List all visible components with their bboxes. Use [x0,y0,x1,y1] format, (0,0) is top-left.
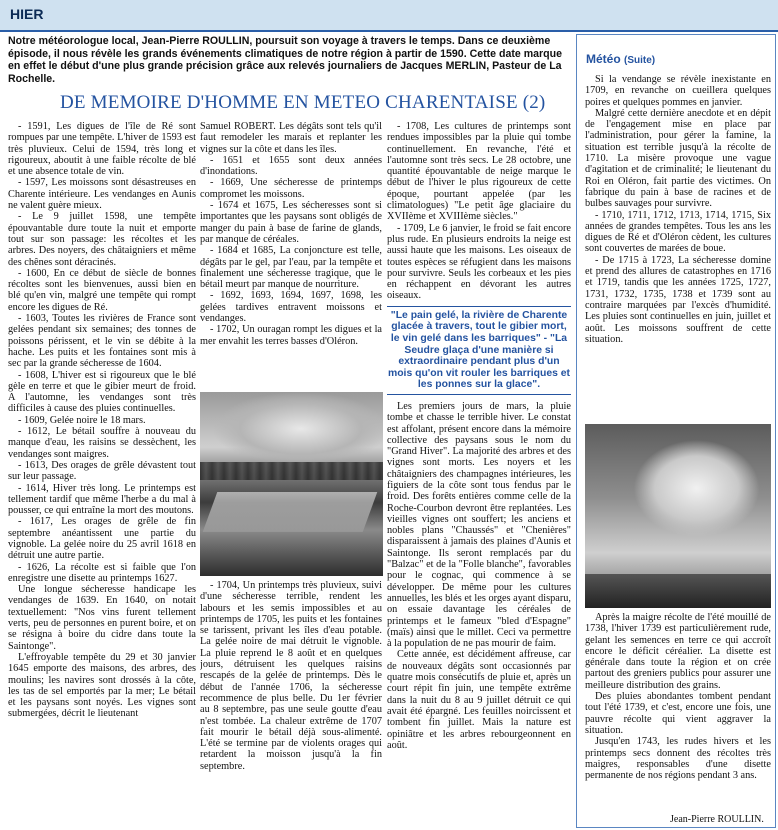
meteo-column-top [585,74,771,422]
paragraph: Les premiers jours de mars, la pluie tombe et chasse le terrible hiver. Le constat est affolant, présent encore dans la mémoire collective des paysans sous le nom du "Grand Hiver". La majorité des arbres et des vignes sont morts. Les noyers et les châtaigniers des champagnes intérieures, les figuiers de la côte sont tous fendus par le froid. Des forêts entières comme celle de la Roche-Courbon devront être replantées. Les vieilles vignes ont souffert; les anciens et nobles plans "Chaussés" et "Chenières" disparaissent à jamais des plaines d'Aunis et Saintonge. Ils seront remplacés par du "Balzac" et de la "Folle blanche", favorables pour le cognac, qui commence à se développer. De même pour les cultures annuelles, les blés et les orges ayant disparu, on essaie davantage les céréales de printemps et le fameux "bled d'Espagne" (maïs) ainsi que le millet. Ceci va permettre à la population de ne pas mourir de faim. [387,400,571,650]
paragraph: - 1612, Le bétail souffre à nouveau du manque d'eau, les raisins se dessèchent, les vendanges sont maigres. [8,426,196,460]
paragraph: - 1710, 1711, 1712, 1713, 1714, 1715, Six années de grandes tempêtes. Tous les ans les digues de Ré et d'Oléron cèdent, les cultures sont couvertes de marées de boue. [585,209,771,255]
author-signature: Jean-Pierre ROULLIN. [670,814,764,825]
paragraph: - 1600, En ce début de siècle de bonnes récoltes sont les bienvenues, aussi bien en blé qu'en vin, malgré une tempête qui rompt encore les digues de Ré. [8,267,196,313]
paragraph: - 1626, La récolte est si faible que l'on enregistre une disette au printemps 1627. [8,561,196,584]
paragraph: L'effroyable tempête du 29 et 30 janvier 1645 emporte des maisons, des arbres, des moulins; les navires sont drossés à la côte, les tas de sel emportés par la mer; Le bétail et les paysans sont noyés. Les vignes sont submergées, décrit le lieutenant [8,651,196,720]
paragraph: Jusqu'en 1743, les rudes hivers et les printemps secs donnent des récoltes très maigres, responsables d'une disette permanente de nos régions pendant 3 ans. [585,736,771,782]
article-column-2-top [200,121,382,389]
paragraph: - 1651 et 1655 sont deux années d'inondations. [200,154,382,178]
article-column-3 [387,121,571,827]
paragraph: - 1692, 1693, 1694, 1697, 1698, les gelées tardives entravent moissons et vendanges. [200,290,382,325]
meteo-title-suite: (Suite) [624,55,656,66]
article-column-2-bottom [200,580,382,826]
paragraph: Une longue sécheresse handicape les vendanges de 1639. En 1640, on notait textuellement: "Nos vins furent tellement verts, peu de personnes en purent boire, et on se résigna à boire du cidre dans toute la Saintonge". [8,584,196,652]
paragraph: - 1603, Toutes les rivières de France sont gelées pendant six semaines; des tonnes de poissons périssent, et le vin se débite à la hache. Les puits et les fontaines sont mis à sec par la grande sécheresse de 1604. [8,313,196,370]
section-header [0,0,778,32]
pull-quote: "Le pain gelé, la rivière de Charente glacée à travers, tout le gibier mort, le vin gelé dans les barriques" - "La Seudre glaça d'une manière si extraordinaire pendant plus d'un mois qu'on vit rouler les barriques et les ponnes sur la glace". [387,306,571,395]
paragraph: - 1674 et 1675, Les sécheresses sont si importantes que les paysans sont obligés de manger du pain à base de farine de glands, par manque de céréales. [200,200,382,245]
paragraph: Si la vendange se révèle inexistante en 1709, en revanche on cueillera quelques poires et quelques pommes en janvier. [585,74,771,108]
paragraph: Cette année, est décidément affreuse, car de nouveaux dégâts sont occasionnés par quatre mois consécutifs de pluie et, après un court répit fin juin, une tempête extrême dans la nuit du 8 au 9 juillet détruit ce qui avait été épargné. Les feuilles noircissent et tombent fin juillet. Mais la nature est opiniâtre et les arbres rebourgeonnent en août. [387,649,571,751]
meteo-title [586,52,655,66]
article-column-1 [8,121,196,827]
paragraph: - 1684 et 1685, La conjoncture est telle, dégâts par le gel, par l'eau, par la tempête et finalement une sécheresse tragique, que le bétail meurt par manque de nourriture. [200,245,382,291]
article-intro: Notre météorologue local, Jean-Pierre ROULLIN, poursuit son voyage à travers le temps. Dans ce deuxième épisode, il nous révèle les grands événements climatiques de notre région à partir de 1590. Cette date marque en effet le début d'une plus grande précision grâce aux relevés journaliers de Jacques MERLIN, Pasteur de La Rochelle. [8,35,563,85]
flooded-field [203,492,378,532]
paragraph: Des pluies abondantes tombent pendant tout l'été 1739, et c'est, encore une fois, une pauvre récolte qui vient aggraver la situation. [585,691,771,736]
tree-line [200,462,383,480]
paragraph: - 1702, Un ouragan rompt les digues et la mer envahit les terres basses d'Oléron. [200,324,382,347]
paragraph: - 1704, Un printemps très pluvieux, suivi d'une sécheresse terrible, rendent les labours et les semis impossibles et au printemps de 1705, les puits et les fontaines se tarissent, privant les îles d'eau potable. La gelée noire de mai détruit le vignoble. La pluie reprend le 8 août et en quelques jours, détruisent les quelques raisins rescapés de la gelée de printemps. Dès le début de l'année 1706, la sécheresse recommence de plus belle. Du 1er février au 8 septembre, pas une seule goutte d'eau n'est tombée. La chaleur extrême de 1707 fait mourir le bétail déjà sous-alimenté. L'été se termine par de violents orages qui retardent la moisson jusqu'à la fin septembre. [200,580,382,772]
meteo-title-text: Météo [586,52,621,66]
paragraph: - 1614, Hiver très long. Le printemps est tellement tardif que même l'herbe a du mal à pousser, ce qui entraîne la mort des moutons. [8,482,196,517]
section-label: HIER [10,6,44,22]
horizon-land [585,574,771,608]
paragraph: - 1669, Une sécheresse de printemps compromet les moissons. [200,177,382,200]
paragraph: - 1608, L'hiver est si rigoureux que le blé gèle en terre et que le gibier meurt de froid. A l'automne, les vendanges sont très difficiles à cause des pluies continuelles. [8,369,196,415]
paragraph: - 1708, Les cultures de printemps sont rendues impossibles par la pluie qui tombe continuellement. En revanche, l'été et l'automne sont très secs. Le 28 octobre, une quantité épouvantable de neige marque le début de l'hiver le plus rigoureux de cette époque, pourtant appelée (par les climatologues) "Le petit âge glaciaire du XVIIème et XVIIIème siècles." [387,121,571,223]
article-title: DE MEMOIRE D'HOMME EN METEO CHARENTAISE (2) [60,92,546,113]
paragraph: - 1709, Le 6 janvier, le froid se fait encore plus rude. En plusieurs endroits la neige est aussi haute que les maisons. Les oiseaux de toutes espèces se réfugient dans les maisons pour survivre. Seuls les corbeaux et les pies en réchappent en dévorant les autres oiseaux. [387,222,571,302]
paragraph: - 1613, Des orages de grêle dévastent tout sur leur passage. [8,459,196,483]
paragraph: Après la maigre récolte de l'été mouillé de 1738, l'hiver 1739 est particulièrement rude, gelant les semences en terre ce qui accroît encore le déficit céréalier. La disette est générale dans toute la région et on crée partout des greniers publics pour assurer une meilleure distribution des grains. [585,612,771,691]
paragraph: Malgré cette dernière anecdote et en dépit de l'engagement mise en place par l'administration, pour gérer la famine, la situation est terrible jusqu'à la récolte de 1710. La misère provoque une vague d'agitation et de criminalité; le lieutenant du Roi en Oléron, fait partie des victimes. On fabrique du pain à base de racines et de bulbes sauvages pour survivre. [585,107,771,210]
marsh-landscape-photo [200,392,383,576]
paragraph: Samuel ROBERT. Les dégâts sont tels qu'il faut remodeler les marais et replanter les vignes sur la côte et dans les îles. [200,121,382,155]
paragraph: - 1591, Les digues de l'île de Ré sont rompues par une tempête. L'hiver de 1593 est très pluvieux. Celui de 1594, très long et rigoureux, aboutit à une faible récolte de blé et une absence totale de vin. [8,121,196,178]
paragraph: - 1609, Gelée noire le 18 mars. [18,414,146,426]
paragraph: - De 1715 à 1723, La sécheresse domine et prend des allures de catastrophes en 1716 et 1719, tandis que les années 1725, 1727, 1731, 1732, 1735, 1738 et 1739 sont au contraire marquées par l'excès d'humidité. Les pluies sont continuelles en juin, juillet et août. Les moissons souffrent de cette situation. [585,254,771,345]
paragraph: - 1617, Les orages de grêle de fin septembre anéantissent une partie du vignoble. La gelée noire du 25 avril 1618 en détruit une autre partie. [8,516,196,562]
paragraph: - 1597, Les moissons sont désastreuses en Charente intérieure. Les vendanges en Aunis ne valent guère mieux. [8,177,196,212]
paragraph: - Le 9 juillet 1598, une tempête épouvantable dure toute la nuit et emporte tout sur son passage: les récoltes et les arbres. Des noyers, des châtaigniers et même des chênes sont déracinés. [8,211,196,268]
storm-clouds-photo [585,424,771,608]
meteo-column-bottom [585,612,771,817]
